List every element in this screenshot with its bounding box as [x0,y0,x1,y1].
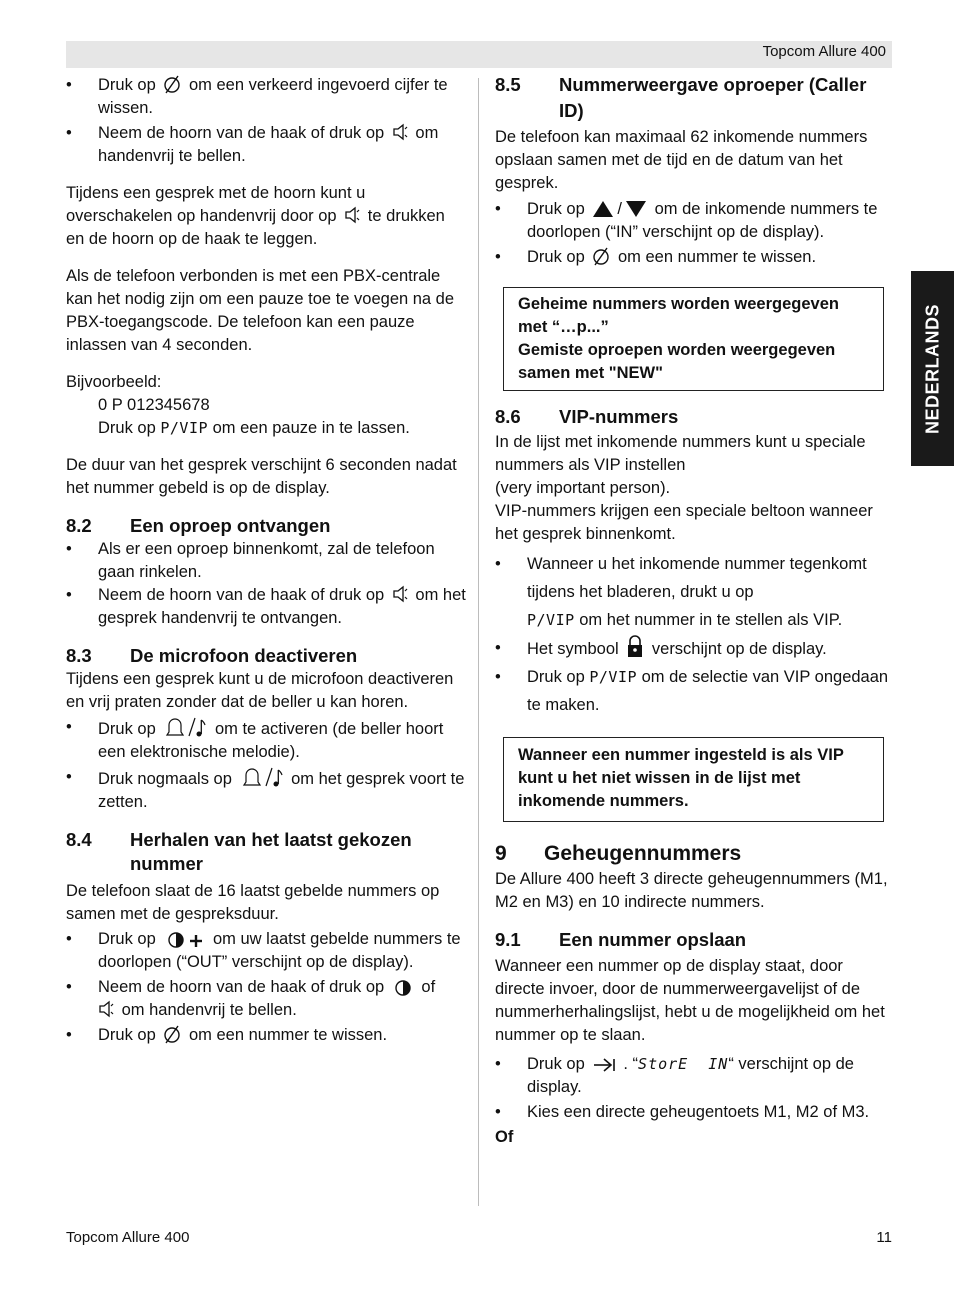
bell-note-icon [240,766,284,788]
right-column [495,72,890,1149]
list-item: • Druk op P/VIP om de selectie van VIP ongedaan te maken. [495,663,890,719]
paragraph: VIP-nummers krijgen een speciale beltoon wanneer het gesprek binnenkomt. [495,502,873,543]
bell-note-icon [163,716,207,738]
language-tab-label: NEDERLANDS [922,303,942,434]
paragraph: Tijdens een gesprek kunt u de microfoon deactiveren en vrij praten zonder dat de beller u kan horen. [66,670,454,711]
page-number: 11 [876,1229,892,1246]
note-box-vip: Wanneer een nummer ingesteld is als VIP kunt u het niet wissen in de lijst met inkomende nummers. [503,737,884,822]
list-item: • Het symbool verschijnt op de display. [495,634,890,663]
list-item: • Neem de hoorn van de haak of druk op of om handenvrij te bellen. [66,976,466,1022]
list-item: • Druk nogmaals op om het gesprek voort te zetten. [66,766,466,814]
section-8-4-bullets [66,928,466,1047]
example-number: 0 P 012345678 [98,396,210,414]
section-9-1-bullets [495,1053,890,1124]
list-item: • Druk op om een nummer te wissen. [495,246,890,269]
section-heading-8-6: 8.6 VIP-nummers [495,406,679,427]
section-heading-9: 9 Geheugennummers [495,842,742,865]
up-triangle-icon [592,200,614,218]
lcd-store-text: StorE IN [638,1055,729,1073]
section-heading-9-1: 9.1 Een nummer opslaan [495,929,747,950]
paragraph: Wanneer een nummer op de display staat, door directe invoer, door de nummerweergavelijst of de nummerherhalingslijst, hebt u de mogelijkheid om het nummer op te slaan. [495,957,885,1044]
note-box-caller-id: Geheime nummers worden weergegeven met “…p...” Gemiste oproepen worden weergegeven samen met "NEW" [503,287,884,391]
speaker-icon [98,999,114,1019]
pvip-button-label: P/VIP [589,668,638,686]
list-item: • Druk op om een verkeerd ingevoerd cijfer te wissen. [66,74,466,120]
or-label: Of [495,1128,514,1146]
list-item: • Neem de hoorn van de haak of druk op om het gesprek handenvrij te ontvangen. [66,584,466,630]
paragraph: De duur van het gesprek verschijnt 6 seconden nadat het nummer gebeld is op de display. [66,456,457,497]
footer-product-name: Topcom Allure 400 [66,1229,190,1246]
section-heading-8-5: 8.5 Nummerweergave oproeper (Caller ID) [495,74,867,121]
redial-plus-icon [163,930,205,948]
column-divider [478,78,479,1206]
header-title: Topcom Allure 400 [762,43,886,60]
example-instruction: Druk op P/VIP om een pauze in te lassen. [98,419,410,437]
paragraph: (very important person). [495,479,671,497]
section-heading-8-3: 8.3 De microfoon deactiveren [66,645,358,666]
speaker-icon [392,122,408,142]
list-item: • Wanneer u het inkomende nummer tegenkomt tijdens het bladeren, drukt u op P/VIP om het nummer in te stellen als VIP. [495,550,890,634]
paragraph: De telefoon kan maximaal 62 inkomende nummers opslaan samen met de tijd en de datum van het gesprek. [495,128,868,192]
list-item: • Druk op om een nummer te wissen. [66,1024,466,1047]
section-8-5-bullets [495,198,890,269]
intro-bullets [66,74,466,168]
speaker-icon [344,205,360,225]
language-tab [911,271,954,466]
list-item: • Als er een oproep binnenkomt, zal de telefoon gaan rinkelen. [66,538,466,584]
paragraph: De Allure 400 heeft 3 directe geheugennummers (M1, M2 en M3) en 10 indirecte nummers. [495,870,888,911]
section-8-2-bullets [66,538,466,630]
empty-set-icon [592,246,610,266]
speaker-icon [392,584,408,604]
section-heading-8-2: 8.2 Een oproep ontvangen [66,515,331,536]
store-arrow-icon [592,1057,620,1073]
list-item: • Druk op om te activeren (de beller hoort een elektronische melodie). [66,716,466,764]
redial-icon [392,978,414,996]
pvip-button-label: P/VIP [527,611,575,629]
list-item: • Druk op om uw laatst gebelde nummers te doorlopen (“OUT” verschijnt op de display). [66,928,466,974]
paragraph: Als de telefoon verbonden is met een PBX-centrale kan het nodig zijn om een pauze toe te voegen na de PBX-toegangscode. De telefoon kan een pauze inlassen van 4 seconden. [66,267,455,354]
empty-set-icon [163,74,181,94]
section-heading-8-4: 8.4 Herhalen van het laatst gekozen nummer [66,829,412,874]
paragraph: Tijdens een gesprek met de hoorn kunt u overschakelen op handenvrij door op te drukken en de hoorn op de haak te leggen. [66,184,445,248]
example-label: Bijvoorbeeld: [66,373,162,391]
paragraph: De telefoon slaat de 16 laatst gebelde nummers op samen met de gespreksduur. [66,882,440,923]
list-item: • Druk op / om de inkomende nummers te doorlopen (“IN” verschijnt op de display). [495,198,890,244]
list-item: • Druk op . “StorE IN“ verschijnt op de display. [495,1053,890,1099]
list-item: • Kies een directe geheugentoets M1, M2 of M3. [495,1101,890,1124]
down-triangle-icon [625,200,647,218]
header-bar [66,41,892,68]
left-column [66,72,466,1047]
pvip-button-label: P/VIP [160,419,209,437]
lock-icon [626,634,644,658]
section-8-6-bullets [495,550,890,719]
list-item: • Neem de hoorn van de haak of druk op om handenvrij te bellen. [66,122,466,168]
section-8-3-bullets [66,716,466,814]
empty-set-icon [163,1024,181,1044]
paragraph: In de lijst met inkomende nummers kunt u speciale nummers als VIP instellen [495,433,866,474]
